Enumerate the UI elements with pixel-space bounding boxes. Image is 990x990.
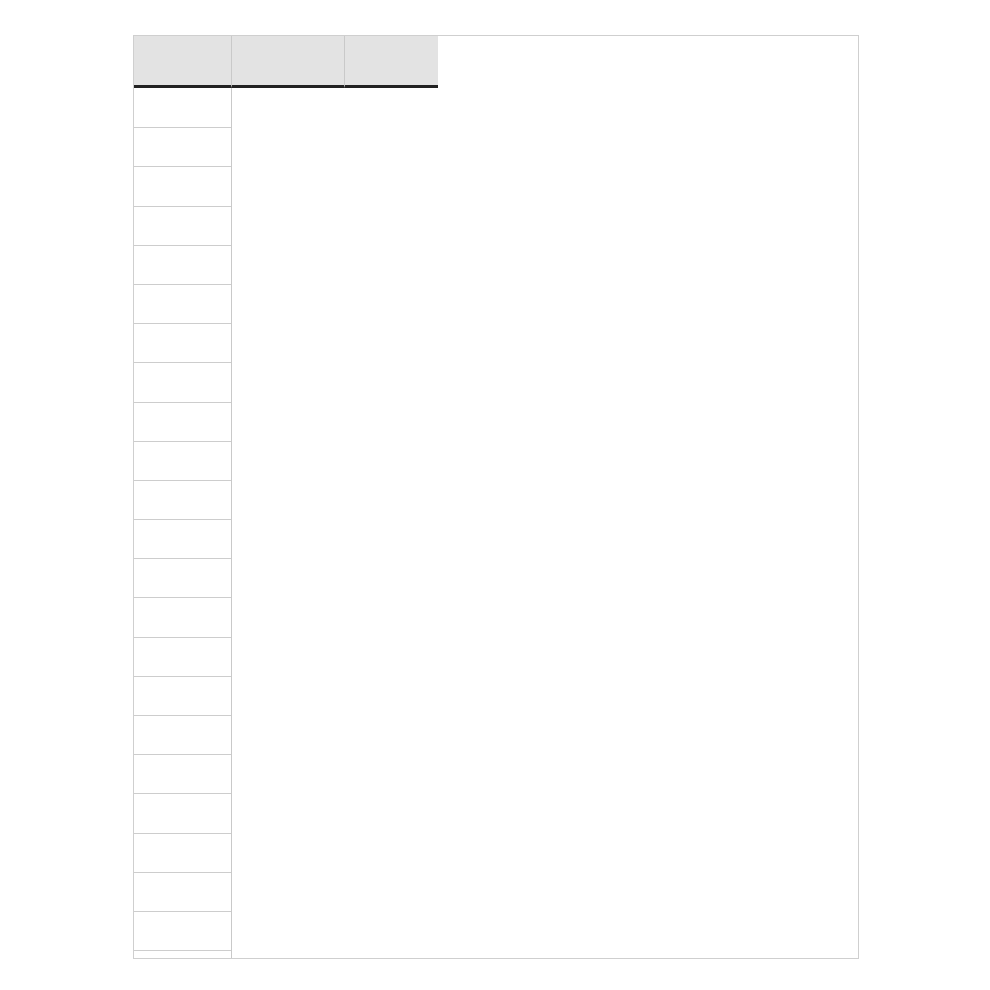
urun-merged-cell — [231, 88, 344, 958]
column-header-kod — [134, 36, 231, 88]
cell-kod — [134, 323, 231, 362]
cell-kod — [134, 166, 231, 205]
cell-kod — [134, 793, 231, 832]
kod-bottom-strip — [134, 950, 231, 958]
column-header-olcu — [344, 36, 438, 88]
cell-kod — [134, 715, 231, 754]
cell-kod — [134, 833, 231, 872]
cell-kod — [134, 402, 231, 441]
cell-kod — [134, 754, 231, 793]
cell-kod — [134, 872, 231, 911]
cell-kod — [134, 911, 231, 950]
cell-kod — [134, 127, 231, 166]
cell-kod — [134, 637, 231, 676]
cell-kod — [134, 441, 231, 480]
cell-kod — [134, 362, 231, 401]
cell-kod — [134, 88, 231, 127]
cell-kod — [134, 245, 231, 284]
cell-kod — [134, 597, 231, 636]
product-spec-table — [133, 35, 859, 959]
cell-kod — [134, 480, 231, 519]
column-header-urun — [231, 36, 344, 88]
cell-kod — [134, 519, 231, 558]
cell-kod — [134, 284, 231, 323]
cell-kod — [134, 558, 231, 597]
cell-kod — [134, 206, 231, 245]
cell-kod — [134, 676, 231, 715]
